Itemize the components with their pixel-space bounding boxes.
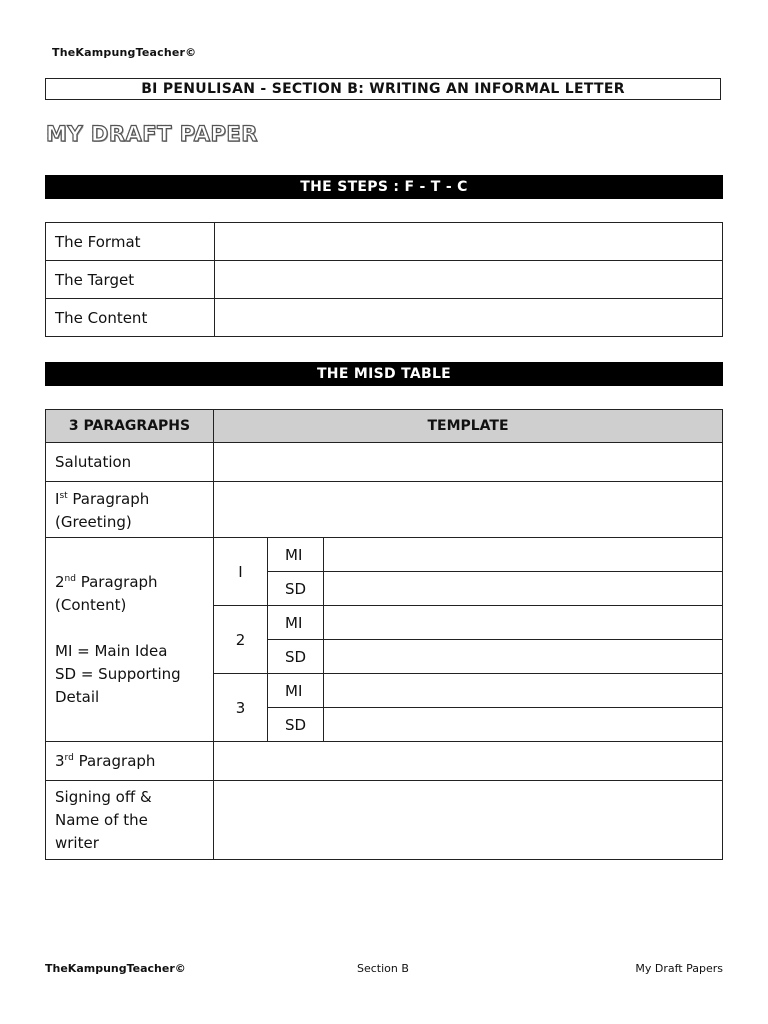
row-label-content: The Content bbox=[46, 299, 215, 337]
sd-definition: SD = Supporting bbox=[55, 665, 181, 683]
col-header-template: TEMPLATE bbox=[214, 410, 723, 443]
sd-label-2: SD bbox=[268, 640, 324, 674]
paragraph2-label bbox=[46, 538, 214, 742]
col-header-paragraphs: 3 PARAGRAPHS bbox=[46, 410, 214, 443]
salutation-label: Salutation bbox=[46, 443, 214, 482]
salutation-answer-cell[interactable] bbox=[214, 443, 723, 482]
mi-label-3: MI bbox=[268, 674, 324, 708]
paragraph2-number: 2 bbox=[55, 573, 65, 591]
table-header-row bbox=[46, 410, 723, 443]
signing-off-answer-cell[interactable] bbox=[214, 781, 723, 860]
paragraph3-number: 3 bbox=[55, 752, 65, 770]
mi-answer-cell-3[interactable] bbox=[324, 674, 723, 708]
table-row bbox=[46, 538, 723, 572]
sd-label-1: SD bbox=[268, 572, 324, 606]
idea-number-1: I bbox=[214, 538, 268, 606]
draft-paper-heading: MY DRAFT PAPER bbox=[46, 122, 258, 146]
paragraph2-text: Paragraph bbox=[75, 573, 158, 591]
paragraph3-label bbox=[46, 742, 214, 781]
paragraph2-subtitle: (Content) bbox=[55, 596, 127, 614]
mi-definition: MI = Main Idea bbox=[55, 642, 168, 660]
paragraph1-subtitle: (Greeting) bbox=[55, 513, 132, 531]
paragraph1-label bbox=[46, 482, 214, 538]
sd-answer-cell-2[interactable] bbox=[324, 640, 723, 674]
target-answer-cell[interactable] bbox=[215, 261, 723, 299]
paragraph2-suffix: nd bbox=[64, 574, 76, 584]
misd-bar: THE MISD TABLE bbox=[45, 362, 723, 386]
signing-line-3: writer bbox=[55, 833, 99, 852]
misd-table bbox=[45, 409, 723, 860]
content-answer-cell[interactable] bbox=[215, 299, 723, 337]
row-label-target: The Target bbox=[46, 261, 215, 299]
signing-line-2: Name of the bbox=[55, 810, 148, 829]
paragraph3-suffix: rd bbox=[64, 753, 74, 763]
footer-doc-name: My Draft Papers bbox=[635, 962, 723, 975]
format-answer-cell[interactable] bbox=[215, 223, 723, 261]
steps-bar: THE STEPS : F - T - C bbox=[45, 175, 723, 199]
brand-header: TheKampungTeacher© bbox=[52, 46, 197, 59]
mi-answer-cell-1[interactable] bbox=[324, 538, 723, 572]
paragraph1-suffix: st bbox=[59, 491, 68, 501]
row-label-format: The Format bbox=[46, 223, 215, 261]
footer-brand: TheKampungTeacher© bbox=[45, 962, 186, 975]
sd-answer-cell-3[interactable] bbox=[324, 708, 723, 742]
signing-off-label bbox=[46, 781, 214, 860]
sd-answer-cell-1[interactable] bbox=[324, 572, 723, 606]
sd-label-3: SD bbox=[268, 708, 324, 742]
mi-answer-cell-2[interactable] bbox=[324, 606, 723, 640]
paragraph3-answer-cell[interactable] bbox=[214, 742, 723, 781]
steps-table bbox=[45, 222, 723, 337]
footer-section: Section B bbox=[357, 962, 409, 975]
table-row bbox=[46, 781, 723, 860]
paragraph1-number: I bbox=[55, 490, 60, 508]
signing-line-1: Signing off & bbox=[55, 787, 152, 806]
paragraph1-answer-cell[interactable] bbox=[214, 482, 723, 538]
idea-number-3: 3 bbox=[214, 674, 268, 742]
table-row bbox=[46, 443, 723, 482]
sd-definition-cont: Detail bbox=[55, 688, 100, 706]
idea-number-2: 2 bbox=[214, 606, 268, 674]
paragraph3-text: Paragraph bbox=[73, 752, 156, 770]
mi-label-1: MI bbox=[268, 538, 324, 572]
mi-label-2: MI bbox=[268, 606, 324, 640]
table-row bbox=[46, 261, 723, 299]
document-title: BI PENULISAN - SECTION B: WRITING AN INFORMAL LETTER bbox=[45, 78, 721, 100]
paragraph1-text: Paragraph bbox=[67, 490, 150, 508]
table-row bbox=[46, 223, 723, 261]
table-row bbox=[46, 299, 723, 337]
table-row bbox=[46, 482, 723, 538]
table-row bbox=[46, 742, 723, 781]
